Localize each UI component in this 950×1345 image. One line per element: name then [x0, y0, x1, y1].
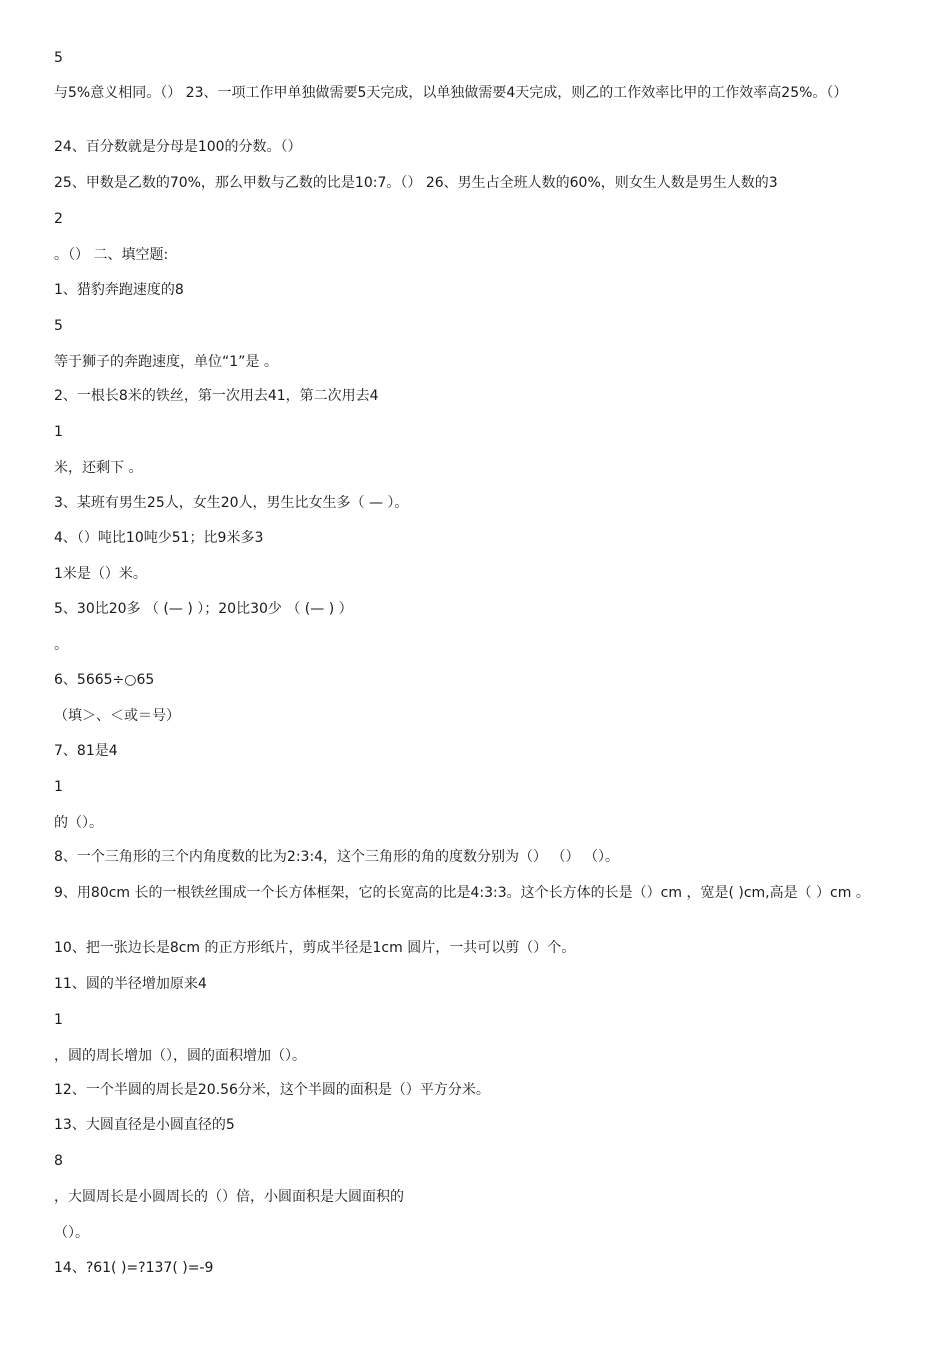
text-line: 。: [54, 637, 68, 653]
fill-question-4: 4、（）吨比10吨少51；比9米多3: [54, 530, 264, 546]
fill-question-8: 8、一个三角形的三个内角度数的比为2:3:4，这个三角形的角的度数分别为（） （） （）。: [54, 849, 619, 865]
text-line: 1: [54, 424, 63, 440]
text-line: 1: [54, 1012, 63, 1028]
question-24: 24、百分数就是分母是100的分数。（）: [54, 139, 302, 155]
text-line: 的（）。: [54, 815, 103, 831]
fill-question-10: 10、把一张边长是8cm 的正方形纸片，剪成半径是1cm 圆片，一共可以剪（）个。: [54, 940, 576, 956]
fill-question-5: 5、30比20多 （ (— ) ）；20比30少 （ (— ) ）: [54, 601, 353, 617]
text-line: 8: [54, 1153, 63, 1169]
text-line: ，大圆周长是小圆周长的（）倍，小圆面积是大圆面积的: [54, 1189, 404, 1205]
fill-question-14: 14、?61( )=?137( )=-9: [54, 1260, 214, 1276]
fill-question-9: 9、用80cm 长的一根铁丝围成一个长方体框架，它的长宽高的比是4:3:3。这个长方体的长是（）cm ，宽是( )cm,高是（ ）cm 。: [54, 885, 870, 901]
text-line: （）。: [54, 1225, 89, 1241]
question-23: 与5%意义相同。（） 23、一项工作甲单独做需要5天完成，以单独做需要4天完成，则乙的工作效率比甲的工作效率高25%。（）: [54, 85, 848, 101]
fill-question-7: 7、81是4: [54, 743, 118, 759]
text-line: 2: [54, 211, 63, 227]
fill-question-2: 2、一根长8米的铁丝，第一次用去41，第二次用去4: [54, 388, 379, 404]
section-heading: 。（） 二、填空题:: [54, 247, 169, 263]
fill-question-11: 11、圆的半径增加原来4: [54, 976, 207, 992]
text-line: 等于狮子的奔跑速度，单位“1”是 。: [54, 354, 278, 370]
question-25-26: 25、甲数是乙数的70%，那么甲数与乙数的比是10:7。（） 26、男生占全班人数的60%，则女生人数是男生人数的3: [54, 175, 778, 191]
fill-question-13: 13、大圆直径是小圆直径的5: [54, 1117, 235, 1133]
text-line: 5: [54, 50, 63, 66]
text-line: 米，还剩下 。: [54, 460, 143, 476]
fill-question-3: 3、某班有男生25人，女生20人，男生比女生多（ — ）。: [54, 495, 409, 511]
text-line: 5: [54, 318, 63, 334]
text-line: ，圆的周长增加（），圆的面积增加（）。: [54, 1048, 306, 1064]
fill-question-6: 6、5665÷○65: [54, 672, 155, 688]
fill-question-1: 1、猎豹奔跑速度的8: [54, 282, 184, 298]
text-line: 1米是（）米。: [54, 566, 147, 582]
text-line: 1: [54, 779, 63, 795]
fill-question-12: 12、一个半圆的周长是20.56分米，这个半圆的面积是（）平方分米。: [54, 1082, 490, 1098]
text-line: （填＞、＜或＝号）: [54, 708, 180, 724]
